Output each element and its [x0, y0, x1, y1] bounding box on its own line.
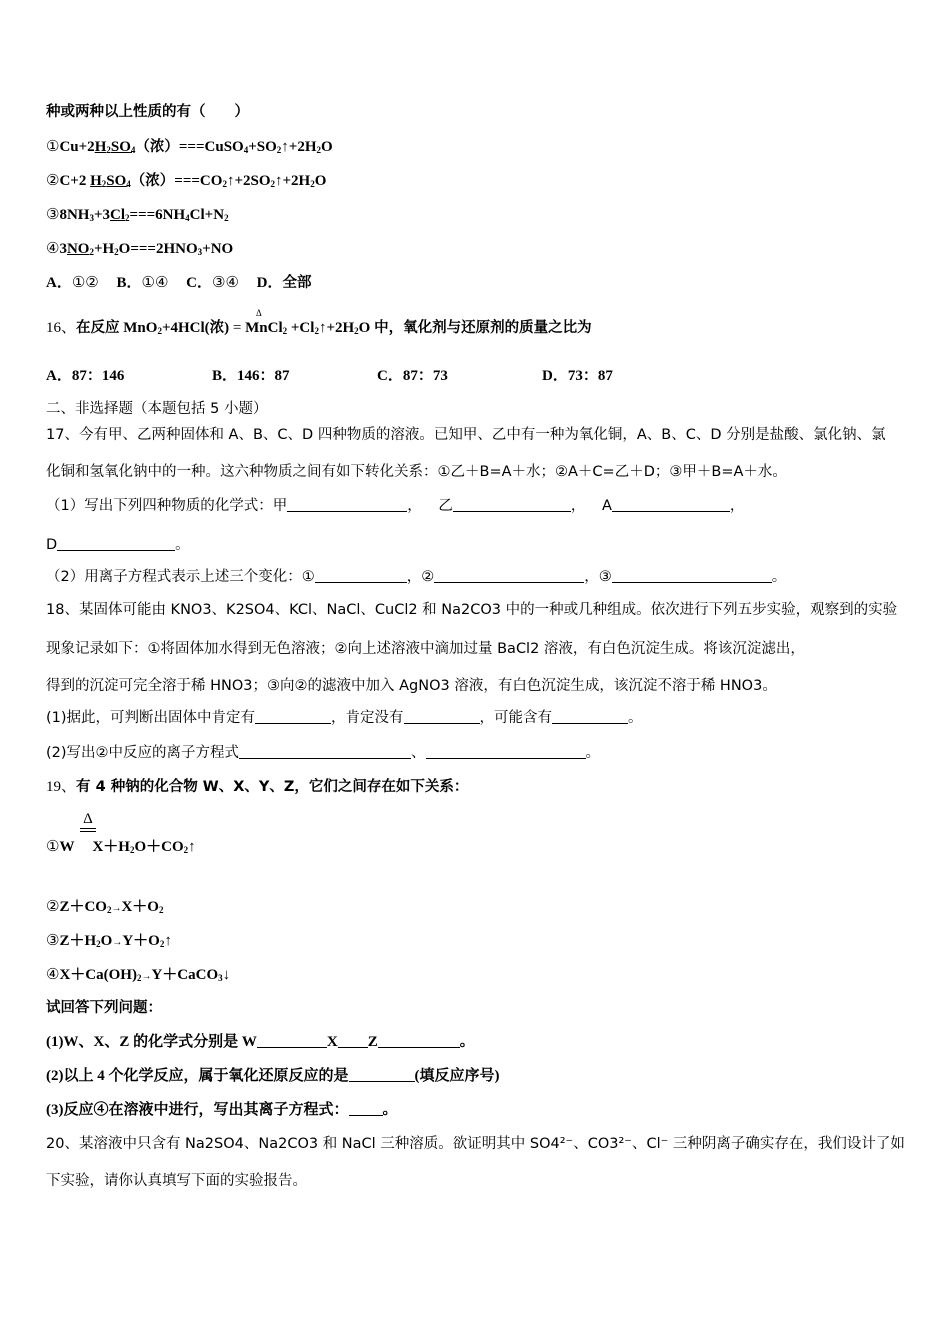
q15-option-a[interactable]: A．①②	[46, 273, 99, 291]
q15-option-d[interactable]: D．全部	[256, 275, 312, 291]
q17-sub1-d: D 。	[46, 537, 190, 553]
q17-ionic-eq-1[interactable]	[315, 568, 407, 583]
q15-options	[46, 272, 312, 293]
q18-sub1: (1)据此，可判断出固体中肯定有 ，肯定没有 ，可能含有 。	[46, 710, 643, 726]
q15-option-c[interactable]: C．③④	[186, 273, 239, 291]
section-title: 二、非选择题（本题包括 5 小题）	[46, 401, 268, 417]
q19-answer-w[interactable]	[257, 1033, 327, 1048]
q19-reaction-2: $②Z+CO_2\to X+O_2$	[46, 897, 164, 915]
q19-stem: 19、有 4 种钠的化合物 W、X、Y、Z，它们之间存在如下关系：	[46, 779, 469, 795]
q15-stem-tail: 种或两种以上性质的有（ ）	[46, 104, 249, 120]
q15-reaction-2: ②C+2 $H_2SO_4$（浓）$===CO_2↑+2SO_2↑+2H_2O$	[46, 171, 327, 189]
q15-reaction-1: $①Cu+2H_2SO_4$（浓）$===CuSO_4+SO_2↑+2H_2O$	[46, 137, 333, 155]
q18-ionic-eq-2[interactable]	[426, 744, 586, 759]
q18-answer-possibly[interactable]	[552, 709, 628, 724]
q16-option-a[interactable]: A．87：146	[46, 368, 125, 384]
q19-sub2: (2)以上 4 个化学反应，属于氧化还原反应的是 (填反应序号)	[46, 1068, 500, 1084]
q17-ionic-eq-3[interactable]	[612, 568, 772, 583]
q18-ionic-eq-1[interactable]	[239, 744, 411, 759]
q17-answer-a[interactable]	[612, 497, 730, 512]
q19-sub3: (3)反应④在溶液中进行，写出其离子方程式： 。	[46, 1102, 397, 1118]
q17-ionic-eq-2[interactable]	[434, 568, 584, 583]
q17-sub1: （1）写出下列四种物质的化学式：甲 ， 乙 ， A ，	[46, 498, 745, 514]
q19-answer-z[interactable]	[378, 1033, 460, 1048]
heating-condition-icon: Δ	[256, 308, 262, 318]
q18-stem-line2: 现象记录如下：①将固体加水得到无色溶液；②向上述溶液中滴加过量 BaCl2 溶液，有白色沉淀生成。将该沉淀滤出，	[46, 641, 805, 657]
q19-prompt: 试回答下列问题：	[46, 1000, 162, 1016]
q19-reaction-1: ①W $X+H_2O+CO_2↑$	[46, 837, 196, 855]
q17-stem-line1: 17、今有甲、乙两种固体和 A、B、C、D 四种物质的溶液。已知甲、乙中有一种为氧化铜，A、B、C、D 分别是盐酸、氯化钠、氯	[46, 427, 886, 443]
q15-option-b[interactable]: B．①④	[116, 273, 169, 291]
q17-stem-line2: 化铜和氢氧化钠中的一种。这六种物质之间有如下转化关系：①乙＋B=A＋水；②A＋C=乙＋D；③甲＋B=A＋水。	[46, 464, 787, 480]
q18-answer-definitely-not[interactable]	[404, 709, 480, 724]
q19-answer-x[interactable]	[338, 1033, 368, 1048]
q15-reaction-4: $④3NO_2+H_2O===2HNO_3+NO$	[46, 239, 234, 257]
q17-answer-d[interactable]	[57, 536, 175, 551]
heating-condition-icon: Δ	[80, 812, 96, 832]
q17-answer-jia[interactable]	[287, 497, 407, 512]
q19-answer-ionic-eq[interactable]	[349, 1101, 383, 1116]
q16-option-b[interactable]: B．146：87	[212, 368, 290, 384]
q16-option-c[interactable]: C．87：73	[377, 368, 448, 384]
q18-stem-line1: 18、某固体可能由 KNO3、K2SO4、KCl、NaCl、CuCl2 和 Na2CO3 中的一种或几种组成。依次进行下列五步实验，观察到的实验	[46, 602, 898, 618]
q16-stem: 16、在反应 MnO$_2$+4HCl(浓) = MnCl$_2$ $+Cl_2↑+2H_2O$ 中，氧化剂与还原剂的质量之比为	[46, 320, 592, 336]
q18-sub2: (2)写出②中反应的离子方程式 、 。	[46, 745, 601, 761]
q19-reaction-3: $③Z+H_2O\to Y+O_2↑$	[46, 931, 172, 949]
q17-answer-yi[interactable]	[453, 497, 571, 512]
q16-option-d[interactable]: D．73：87	[542, 368, 613, 384]
q20-stem-line2: 下实验，请你认真填写下面的实验报告。	[46, 1173, 307, 1189]
q19-reaction-4: $④X+Ca(OH)_2\to Y+CaCO_3↓$	[46, 965, 231, 983]
q18-stem-line3: 得到的沉淀可完全溶于稀 HNO3；③向②的滤液中加入 AgNO3 溶液，有白色沉淀生成，该沉淀不溶于稀 HNO3。	[46, 678, 777, 694]
q20-stem-line1: 20、某溶液中只含有 Na2SO4、Na2CO3 和 NaCl 三种溶质。欲证明其中 SO4²⁻、CO3²⁻、Cl⁻ 三种阴离子确实存在，我们设计了如	[46, 1136, 905, 1152]
q18-answer-definitely-has[interactable]	[255, 709, 331, 724]
q19-answer-redox[interactable]	[349, 1067, 415, 1082]
q15-reaction-3: $③8NH_3+3Cl_2===6NH_4Cl+N_2$	[46, 205, 229, 223]
q17-sub2: （2）用离子方程式表示上述三个变化：① ，② ，③ 。	[46, 569, 787, 585]
q19-sub1: (1)W、X、Z 的化学式分别是 W X Z 。	[46, 1034, 475, 1050]
